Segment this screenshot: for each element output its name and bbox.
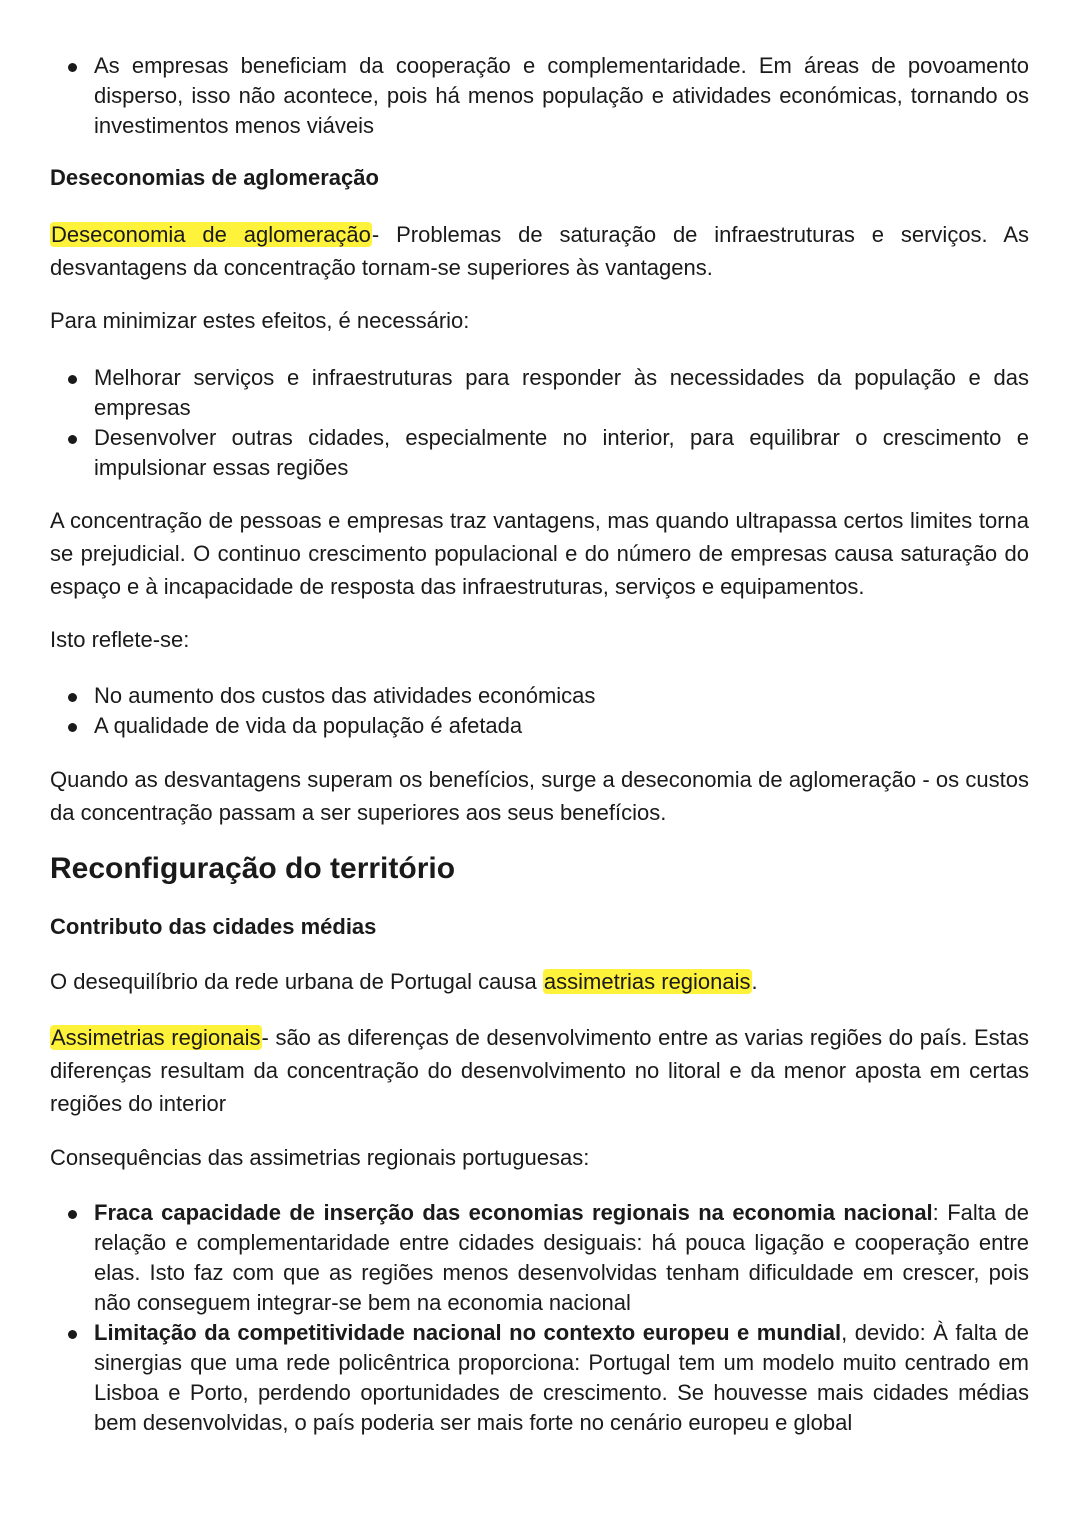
definition-text: - são as diferenças de desenvolvimento entre as varias regiões do país. Estas diferenças resultam da concentração do desenvolvimento no litoral e da menor aposta em certas regiões do interior bbox=[50, 1025, 1030, 1116]
conclusion-paragraph: Quando as desvantagens superam os benefícios, surge a deseconomia de aglomeração - os custos da concentração passam a ser superiores aos seus benefícios. bbox=[50, 767, 1029, 825]
section-heading-deseconomias: Deseconomias de aglomeração bbox=[50, 165, 379, 190]
definition-assimetrias bbox=[50, 1021, 1029, 1120]
list-item: A qualidade de vida da população é afetada bbox=[50, 711, 1029, 741]
list-item: No aumento dos custos das atividades económicas bbox=[50, 681, 1029, 711]
definition-deseconomia bbox=[50, 218, 1029, 284]
list-item: Melhorar serviços e infraestruturas para responder às necessidades da população e das empresas bbox=[50, 363, 1029, 423]
minimize-intro: Para minimizar estes efeitos, é necessário: bbox=[50, 308, 470, 333]
highlighted-term: assimetrias regionais bbox=[543, 969, 751, 994]
consequences-intro: Consequências das assimetrias regionais portuguesas: bbox=[50, 1145, 590, 1170]
list-item: Fraca capacidade de inserção das economias regionais na economia nacional: Falta de relação e complementaridade entre cidades desiguais: há pouca ligação e cooperação entre elas. Isto faz com que as regiões menos desenvolvidas tenham dificuldade em crescer, pois não conseguem integrar-se bem na economia nacional bbox=[50, 1198, 1029, 1318]
definition-text: - Problemas de saturação de infraestruturas e serviços. As desvantagens da concentração tornam-se superiores às vantagens. bbox=[50, 222, 1029, 280]
consequences-bullet-list bbox=[50, 1198, 1029, 1438]
concentration-paragraph: A concentração de pessoas e empresas traz vantagens, mas quando ultrapassa certos limites torna se prejudicial. O continuo crescimento populacional e do número de empresas causa saturação do espaço e à incapacidade de resposta das infraestruturas, serviços e equipamentos. bbox=[50, 508, 1029, 599]
asymmetry-intro: O desequilíbrio da rede urbana de Portugal causa assimetrias regionais. bbox=[50, 969, 758, 994]
reflects-bullet-list bbox=[50, 681, 1029, 741]
highlighted-term: Deseconomia de aglomeração bbox=[51, 222, 371, 247]
list-item: As empresas beneficiam da cooperação e complementaridade. Em áreas de povoamento disperso, isso não acontece, pois há menos população e atividades económicas, tornando os investimentos menos viáveis bbox=[50, 51, 1029, 141]
highlighted-term: Assimetrias regionais bbox=[51, 1025, 261, 1050]
section-title-reconfiguracao: Reconfiguração do território bbox=[50, 852, 456, 885]
minimize-bullet-list bbox=[50, 363, 1029, 483]
list-item: Limitação da competitividade nacional no contexto europeu e mundial, devido: À falta de sinergias que uma rede policêntrica proporciona: Portugal tem um modelo muito centrado em Lisboa e Porto, perdendo oportunidades de crescimento. Se houvesse mais cidades médias bem desenvolvidas, o país poderia ser mais forte no cenário europeu e global bbox=[50, 1318, 1029, 1438]
list-item: Desenvolver outras cidades, especialmente no interior, para equilibrar o crescimento e impulsionar essas regiões bbox=[50, 423, 1029, 483]
intro-bullet-list bbox=[50, 51, 1029, 141]
reflects-intro: Isto reflete-se: bbox=[50, 627, 190, 652]
subheading-cidades-medias: Contributo das cidades médias bbox=[50, 914, 377, 939]
